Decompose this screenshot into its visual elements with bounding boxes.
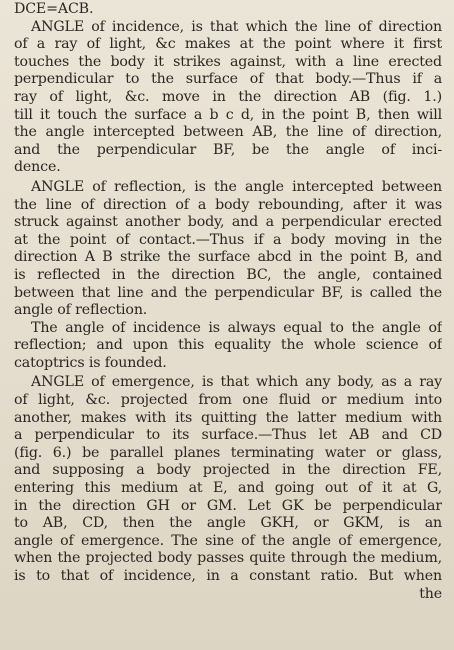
text-line: ANGLE of incidence, is that which the line of direction bbox=[31, 18, 442, 35]
text-line: ANGLE of emergence, is that which any body, as a ray bbox=[31, 374, 442, 391]
text-line: and the perpendicular BF, be the angle of inci- bbox=[14, 141, 442, 158]
text-line: dence. bbox=[14, 159, 61, 176]
text-line: ANGLE of reflection, is the angle intercepted between bbox=[31, 178, 442, 195]
text-line: the line of direction of a body rebounding, after it was bbox=[14, 196, 442, 213]
text-line: is to that of incidence, in a constant ratio. But when bbox=[14, 568, 442, 584]
text-line: between that line and the perpendicular BF, is called the bbox=[14, 284, 442, 301]
text-line: direction A B strike the surface abcd in the point B, and bbox=[14, 249, 442, 266]
text-line: The angle of incidence is always equal to the angle of bbox=[31, 319, 442, 336]
text-line: another, makes with its quitting the latter medium with bbox=[14, 409, 442, 426]
text-line: angle of reflection. bbox=[14, 302, 148, 319]
text-line: touches the body it strikes against, with a line erected bbox=[14, 53, 442, 70]
text-line: and supposing a body projected in the direction FE, bbox=[14, 462, 442, 479]
text-line: struck against another body, and a perpendicular erected bbox=[14, 214, 442, 231]
text-line: catoptrics is founded. bbox=[14, 354, 167, 371]
text-line: when the projected body passes quite through the medium, bbox=[14, 550, 442, 567]
text-line: entering this medium at E, and going out of it at G, bbox=[14, 480, 442, 497]
equation-line: DCE=ACB. bbox=[14, 1, 94, 17]
text-line: is reflected in the direction BC, the angle, contained bbox=[14, 266, 442, 283]
text-line: in the direction GH or GM. Let GK be perpendicular bbox=[14, 497, 442, 514]
text-line: angle of emergence. The sine of the angle of emergence, bbox=[14, 532, 442, 549]
text-line: to AB, CD, then the angle GKH, or GKM, is an bbox=[14, 515, 442, 532]
text-line: a perpendicular to its surface.—Thus let AB and CD bbox=[14, 427, 442, 444]
text-line: of a ray of light, &c makes at the point where it first bbox=[14, 36, 442, 53]
text-line: ray of light, &c. move in the direction AB (fig. 1.) bbox=[14, 88, 442, 105]
text-line: reflection; and upon this equality the whole science of bbox=[14, 337, 442, 354]
text-line: perpendicular to the surface of that body.—Thus if a bbox=[14, 71, 442, 88]
text-line: the angle intercepted between AB, the line of direction, bbox=[14, 124, 442, 141]
text-line: (fig. 6.) be parallel planes terminating water or glass, bbox=[14, 444, 442, 461]
text-line: of light, &c. projected from one fluid or medium into bbox=[14, 392, 442, 409]
text-line: at the point of contact.—Thus if a body moving in the bbox=[14, 231, 442, 248]
text-line: till it touch the surface a b c d, in the point B, then will bbox=[14, 106, 442, 123]
catchword: the bbox=[419, 585, 442, 602]
